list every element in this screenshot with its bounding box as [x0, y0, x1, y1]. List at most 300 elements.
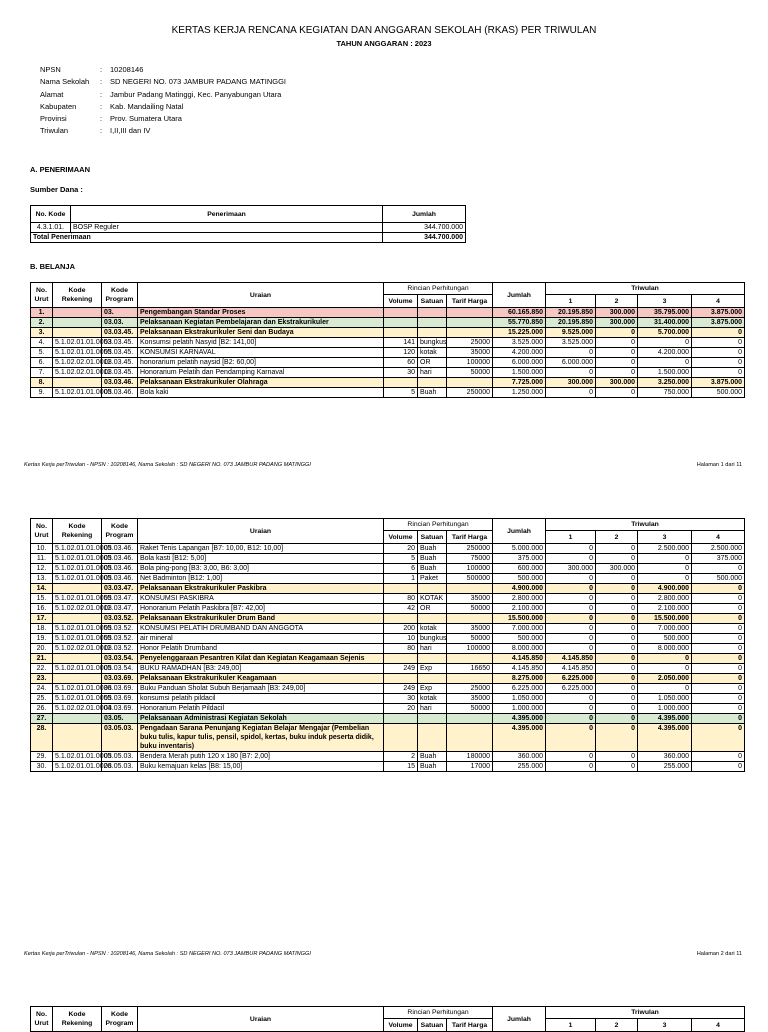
triwulan-3-cell: 0: [638, 654, 692, 664]
satuan-cell: OR: [418, 604, 447, 614]
triwulan-2-cell: 300.000: [596, 318, 638, 328]
row-number: 23.: [31, 674, 53, 684]
row-number: 17.: [31, 614, 53, 624]
triwulan-2-cell: 0: [596, 594, 638, 604]
tarif-cell: 50000: [447, 604, 493, 614]
triwulan-4-cell: 0: [692, 624, 745, 634]
belanja-item-row: [31, 704, 745, 714]
triwulan-2-cell: 300.000: [596, 378, 638, 388]
tarif-cell: 180000: [447, 752, 493, 762]
triwulan-1-cell: 9.525.000: [546, 328, 596, 338]
tarif-cell: 17000: [447, 762, 493, 772]
triwulan-3-cell: 0: [638, 554, 692, 564]
triwulan-4-cell: 0: [692, 348, 745, 358]
triwulan-4-cell: 0: [692, 604, 745, 614]
kode-program: 03.03.45.: [102, 328, 138, 338]
satuan-cell: bungkus: [418, 634, 447, 644]
kode-program: 03.03.45.: [102, 338, 138, 348]
belanja-table-page1: [30, 282, 745, 398]
tarif-cell: 35000: [447, 624, 493, 634]
volume-cell: [384, 614, 418, 624]
satuan-cell: [418, 584, 447, 594]
volume-cell: [384, 714, 418, 724]
penerimaan-jumlah: 344.700.000: [383, 223, 466, 233]
tarif-cell: [447, 724, 493, 752]
uraian-cell: Konsumsi pelatih Nasyid [B2: 141,00]: [138, 338, 384, 348]
col-header: Volume: [384, 295, 418, 308]
belanja-item-row: [31, 358, 745, 368]
triwulan-1-cell: 0: [546, 388, 596, 398]
kode-rekening: 5.1.02.01.01.0005: [53, 664, 102, 674]
kode-program: 03.03.46.: [102, 388, 138, 398]
triwulan-4-cell: 0: [692, 714, 745, 724]
sumber-dana-label: Sumber Dana :: [30, 185, 83, 194]
jumlah-cell: 8.000.000: [493, 644, 546, 654]
triwulan-3-cell: 35.795.000: [638, 308, 692, 318]
volume-cell: 20: [384, 544, 418, 554]
jumlah-cell: 500.000: [493, 574, 546, 584]
kode-rekening: 5.1.02.01.01.0055: [53, 348, 102, 358]
kode-rekening: 5.1.02.02.01.0011: [53, 644, 102, 654]
volume-cell: 10: [384, 634, 418, 644]
document-subtitle: TAHUN ANGGARAN : 2023: [336, 39, 432, 48]
jumlah-cell: 15.225.000: [493, 328, 546, 338]
row-number: 8.: [31, 378, 53, 388]
belanja-group-row: [31, 724, 745, 752]
belanja-item-row: [31, 388, 745, 398]
kode-program: 03.03.46.: [102, 574, 138, 584]
jumlah-cell: 500.000: [493, 634, 546, 644]
satuan-cell: [418, 714, 447, 724]
page-number: Halaman 1 dari 11: [696, 462, 742, 468]
col-header: Tarif Harga: [447, 1019, 493, 1032]
info-row: [40, 101, 286, 113]
triwulan-4-cell: 0: [692, 584, 745, 594]
kode-rekening: 5.1.02.02.01.0011: [53, 368, 102, 378]
volume-cell: 249: [384, 684, 418, 694]
tarif-cell: 250000: [447, 544, 493, 554]
col-header: Uraian: [138, 1007, 384, 1032]
info-colon: :: [100, 126, 103, 136]
triwulan-2-cell: 0: [596, 762, 638, 772]
belanja-item-row: [31, 348, 745, 358]
kode-rekening: [53, 328, 102, 338]
jumlah-cell: 6.000.000: [493, 358, 546, 368]
uraian-cell: Honorarium Pelatih Pildacil: [138, 704, 384, 714]
satuan-cell: kotak: [418, 694, 447, 704]
kode-program: 03.03.: [102, 318, 138, 328]
col-header: Jumlah: [493, 1007, 546, 1032]
satuan-cell: [418, 378, 447, 388]
col-header: No. Kode: [31, 206, 71, 223]
satuan-cell: OR: [418, 358, 447, 368]
triwulan-2-cell: 0: [596, 624, 638, 634]
triwulan-1-cell: 0: [546, 624, 596, 634]
triwulan-1-cell: 0: [546, 614, 596, 624]
col-header: Kode Program: [102, 283, 138, 308]
jumlah-cell: 255.000: [493, 762, 546, 772]
belanja-item-row: [31, 684, 745, 694]
row-number: 15.: [31, 594, 53, 604]
penerimaan-table: [30, 205, 466, 243]
kode-rekening: 5.1.02.01.01.0005: [53, 388, 102, 398]
triwulan-2-cell: 0: [596, 388, 638, 398]
triwulan-1-cell: 4.145.850: [546, 664, 596, 674]
col-header: 3: [638, 1019, 692, 1032]
triwulan-1-cell: 300.000: [546, 378, 596, 388]
kode-program: 03.03.45.: [102, 348, 138, 358]
triwulan-2-cell: 0: [596, 724, 638, 752]
info-row: [40, 125, 286, 137]
triwulan-3-cell: 255.000: [638, 762, 692, 772]
satuan-cell: Buah: [418, 564, 447, 574]
col-header: 4: [692, 295, 745, 308]
volume-cell: 30: [384, 694, 418, 704]
satuan-cell: Buah: [418, 752, 447, 762]
col-header: Rincian Perhitungan: [384, 519, 493, 531]
satuan-cell: [418, 308, 447, 318]
row-number: 2.: [31, 318, 53, 328]
triwulan-3-cell: 750.000: [638, 388, 692, 398]
triwulan-4-cell: 0: [692, 328, 745, 338]
volume-cell: 249: [384, 664, 418, 674]
jumlah-cell: 2.100.000: [493, 604, 546, 614]
kode-program: 03.03.46.: [102, 564, 138, 574]
triwulan-4-cell: 0: [692, 358, 745, 368]
triwulan-2-cell: 0: [596, 348, 638, 358]
uraian-cell: air mineral: [138, 634, 384, 644]
tarif-cell: 75000: [447, 554, 493, 564]
satuan-cell: Buah: [418, 762, 447, 772]
satuan-cell: kotak: [418, 624, 447, 634]
triwulan-4-cell: 0: [692, 338, 745, 348]
uraian-cell: Pelaksanaan Ekstrakurikuler Olahraga: [138, 378, 384, 388]
satuan-cell: KOTAK: [418, 594, 447, 604]
belanja-item-row: [31, 694, 745, 704]
info-label: Provinsi: [40, 114, 67, 124]
kode-program: 03.03.52.: [102, 634, 138, 644]
belanja-group-row: [31, 584, 745, 594]
triwulan-2-cell: 0: [596, 664, 638, 674]
row-number: 7.: [31, 368, 53, 378]
triwulan-2-cell: 300.000: [596, 308, 638, 318]
kode-rekening: 5.1.02.01.01.0005: [53, 544, 102, 554]
satuan-cell: [418, 328, 447, 338]
uraian-cell: Bola kasti [B12: 5,00]: [138, 554, 384, 564]
belanja-group-row: [31, 318, 745, 328]
info-value: Kab. Mandailing Natal: [110, 101, 184, 111]
belanja-item-row: [31, 594, 745, 604]
satuan-cell: Buah: [418, 388, 447, 398]
tarif-cell: 50000: [447, 368, 493, 378]
volume-cell: 5: [384, 554, 418, 564]
row-number: 13.: [31, 574, 53, 584]
tarif-cell: 35000: [447, 348, 493, 358]
tarif-cell: 100000: [447, 644, 493, 654]
satuan-cell: hari: [418, 368, 447, 378]
col-header: Penerimaan: [71, 206, 383, 223]
col-header: 1: [546, 295, 596, 308]
jumlah-cell: 7.725.000: [493, 378, 546, 388]
jumlah-cell: 4.900.000: [493, 584, 546, 594]
triwulan-4-cell: 500.000: [692, 574, 745, 584]
triwulan-3-cell: 2.500.000: [638, 544, 692, 554]
belanja-item-row: [31, 664, 745, 674]
row-number: 10.: [31, 544, 53, 554]
kode-program: 03.05.03.: [102, 752, 138, 762]
jumlah-cell: 1.500.000: [493, 368, 546, 378]
volume-cell: 80: [384, 594, 418, 604]
volume-cell: [384, 654, 418, 664]
uraian-cell: Pengembangan Standar Proses: [138, 308, 384, 318]
triwulan-2-cell: 0: [596, 644, 638, 654]
triwulan-1-cell: 0: [546, 604, 596, 614]
col-header: Triwulan: [546, 1007, 745, 1019]
belanja-group-row: [31, 308, 745, 318]
uraian-cell: Bendera Merah putih 120 x 180 [B7: 2,00]: [138, 752, 384, 762]
col-header: Tarif Harga: [447, 295, 493, 308]
volume-cell: [384, 584, 418, 594]
row-number: 18.: [31, 624, 53, 634]
triwulan-3-cell: 0: [638, 338, 692, 348]
belanja-table-page3: [30, 1006, 745, 1032]
jumlah-cell: 4.200.000: [493, 348, 546, 358]
uraian-cell: Bola kaki: [138, 388, 384, 398]
triwulan-3-cell: 4.200.000: [638, 348, 692, 358]
belanja-table-page2: [30, 518, 745, 772]
triwulan-1-cell: 0: [546, 714, 596, 724]
triwulan-3-cell: 0: [638, 684, 692, 694]
col-header: Satuan: [418, 1019, 447, 1032]
tarif-cell: [447, 318, 493, 328]
col-header: Uraian: [138, 519, 384, 544]
kode-rekening: 5.1.02.01.01.0005: [53, 564, 102, 574]
uraian-cell: Honorarium Pelatih Paskibra [B7: 42,00]: [138, 604, 384, 614]
total-penerimaan-label: Total Penerimaan: [31, 233, 383, 243]
uraian-cell: Raket Tenis Lapangan [B7: 10,00, B12: 10,00]: [138, 544, 384, 554]
jumlah-cell: 4.395.000: [493, 724, 546, 752]
volume-cell: 30: [384, 368, 418, 378]
belanja-header-row: [31, 1007, 745, 1019]
triwulan-3-cell: 500.000: [638, 634, 692, 644]
info-colon: :: [100, 101, 103, 111]
triwulan-2-cell: 0: [596, 674, 638, 684]
satuan-cell: Buah: [418, 554, 447, 564]
belanja-header-row: [31, 283, 745, 295]
col-header: Rincian Perhitungan: [384, 1007, 493, 1019]
col-header: Tarif Harga: [447, 531, 493, 544]
triwulan-2-cell: 300.000: [596, 564, 638, 574]
belanja-group-row: [31, 328, 745, 338]
info-colon: :: [100, 65, 103, 74]
triwulan-4-cell: 0: [692, 664, 745, 674]
tarif-cell: 250000: [447, 388, 493, 398]
triwulan-4-cell: 375.000: [692, 554, 745, 564]
triwulan-3-cell: 0: [638, 574, 692, 584]
col-header: Kode Rekening: [53, 1007, 102, 1032]
volume-cell: 60: [384, 358, 418, 368]
triwulan-1-cell: 0: [546, 724, 596, 752]
penerimaan-nama: BOSP Reguler: [71, 223, 383, 233]
tarif-cell: 500000: [447, 574, 493, 584]
belanja-group-row: [31, 378, 745, 388]
info-colon: :: [100, 77, 103, 87]
jumlah-cell: 2.800.000: [493, 594, 546, 604]
col-header: 3: [638, 295, 692, 308]
uraian-cell: konsumsi pelatih pildacil: [138, 694, 384, 704]
col-header: Triwulan: [546, 283, 745, 295]
triwulan-3-cell: 2.100.000: [638, 604, 692, 614]
volume-cell: [384, 378, 418, 388]
belanja-item-row: [31, 554, 745, 564]
page-footer-left: Kertas Kerja perTriwulan - NPSN : 10208146, Nama Sekolah : SD NEGERI NO. 073 JAMBUR PADANG MATINGGI: [24, 951, 311, 957]
volume-cell: [384, 724, 418, 752]
triwulan-4-cell: 0: [692, 634, 745, 644]
kode-rekening: [53, 614, 102, 624]
penerimaan-row: [31, 223, 466, 233]
penerimaan-total-row: [31, 233, 466, 243]
triwulan-1-cell: 0: [546, 644, 596, 654]
kode-program: 03.03.69.: [102, 694, 138, 704]
kode-program: 03.05.03.: [102, 762, 138, 772]
triwulan-2-cell: 0: [596, 358, 638, 368]
info-value: I,II,III dan IV: [110, 126, 151, 136]
satuan-cell: hari: [418, 704, 447, 714]
triwulan-4-cell: 0: [692, 704, 745, 714]
row-number: 5.: [31, 348, 53, 358]
kode-rekening: [53, 308, 102, 318]
triwulan-3-cell: 0: [638, 664, 692, 674]
col-header: Kode Program: [102, 519, 138, 544]
uraian-cell: honorarium pelatih naysid [B2: 60,00]: [138, 358, 384, 368]
row-number: 25.: [31, 694, 53, 704]
volume-cell: [384, 674, 418, 684]
col-header: Uraian: [138, 283, 384, 308]
volume-cell: 120: [384, 348, 418, 358]
row-number: 9.: [31, 388, 53, 398]
tarif-cell: [447, 308, 493, 318]
col-header: Kode Rekening: [53, 519, 102, 544]
belanja-item-row: [31, 762, 745, 772]
kode-rekening: 5.1.02.01.01.0005: [53, 752, 102, 762]
kode-program: 03.03.46.: [102, 554, 138, 564]
uraian-cell: Pelaksanaan Administrasi Kegiatan Sekolah: [138, 714, 384, 724]
triwulan-4-cell: 0: [692, 654, 745, 664]
belanja-item-row: [31, 752, 745, 762]
triwulan-1-cell: 300.000: [546, 564, 596, 574]
triwulan-3-cell: 7.000.000: [638, 624, 692, 634]
col-header: 4: [692, 531, 745, 544]
triwulan-3-cell: 1.050.000: [638, 694, 692, 704]
belanja-body-page1: [31, 308, 745, 398]
triwulan-4-cell: 0: [692, 368, 745, 378]
volume-cell: 200: [384, 624, 418, 634]
uraian-cell: Pelaksanaan Ekstrakurikuler Keagamaan: [138, 674, 384, 684]
kode-program: 03.03.46.: [102, 544, 138, 554]
volume-cell: [384, 308, 418, 318]
info-value: 10208146: [110, 65, 144, 74]
col-header: Jumlah: [493, 519, 546, 544]
triwulan-1-cell: 0: [546, 704, 596, 714]
kode-program: 03.03.69.: [102, 684, 138, 694]
kode-rekening: [53, 318, 102, 328]
triwulan-2-cell: 0: [596, 654, 638, 664]
info-value: Prov. Sumatera Utara: [110, 114, 182, 124]
kode-program: 03.03.52.: [102, 614, 138, 624]
col-header: Triwulan: [546, 519, 745, 531]
row-number: 20.: [31, 644, 53, 654]
kode-rekening: 5.1.02.01.01.0026: [53, 762, 102, 772]
kode-program: 03.05.03.: [102, 724, 138, 752]
triwulan-1-cell: 6.000.000: [546, 358, 596, 368]
row-number: 1.: [31, 308, 53, 318]
kode-rekening: [53, 674, 102, 684]
uraian-cell: Honorarium Pelatih dan Pendamping Karnaval: [138, 368, 384, 378]
kode-rekening: 5.1.02.01.01.0005: [53, 574, 102, 584]
info-label: NPSN: [40, 65, 61, 74]
triwulan-4-cell: 2.500.000: [692, 544, 745, 554]
satuan-cell: hari: [418, 644, 447, 654]
volume-cell: 1: [384, 574, 418, 584]
uraian-cell: KONSUMSI PASKIBRA: [138, 594, 384, 604]
triwulan-1-cell: 0: [546, 544, 596, 554]
row-number: 11.: [31, 554, 53, 564]
info-value: Jambur Padang Matinggi, Kec. Panyabungan Utara: [110, 89, 282, 99]
jumlah-cell: 4.145.850: [493, 654, 546, 664]
triwulan-4-cell: 0: [692, 644, 745, 654]
volume-cell: 6: [384, 564, 418, 574]
triwulan-4-cell: 0: [692, 674, 745, 684]
penerimaan-header-row: [31, 206, 466, 223]
triwulan-1-cell: 0: [546, 594, 596, 604]
jumlah-cell: 15.500.000: [493, 614, 546, 624]
triwulan-4-cell: 0: [692, 694, 745, 704]
info-label: Alamat: [40, 89, 64, 99]
belanja-item-row: [31, 574, 745, 584]
row-number: 28.: [31, 724, 53, 752]
jumlah-cell: 600.000: [493, 564, 546, 574]
kode-program: 03.: [102, 308, 138, 318]
tarif-cell: 100000: [447, 564, 493, 574]
tarif-cell: 25000: [447, 684, 493, 694]
col-header: Kode Rekening: [53, 283, 102, 308]
triwulan-4-cell: 0: [692, 594, 745, 604]
jumlah-cell: 360.000: [493, 752, 546, 762]
triwulan-2-cell: 0: [596, 752, 638, 762]
triwulan-4-cell: 0: [692, 684, 745, 694]
satuan-cell: Buah: [418, 544, 447, 554]
info-row: [40, 89, 286, 101]
volume-cell: [384, 318, 418, 328]
satuan-cell: [418, 318, 447, 328]
triwulan-1-cell: 0: [546, 348, 596, 358]
volume-cell: 2: [384, 752, 418, 762]
triwulan-1-cell: 0: [546, 368, 596, 378]
kode-program: 03.03.47.: [102, 594, 138, 604]
col-header: 3: [638, 531, 692, 544]
col-header: Jumlah: [493, 283, 546, 308]
info-label: Triwulan: [40, 126, 69, 136]
uraian-cell: Buku Panduan Sholat Subuh Berjamaah [B3: 249,00]: [138, 684, 384, 694]
col-header: No. Urut: [31, 283, 53, 308]
row-number: 3.: [31, 328, 53, 338]
volume-cell: 15: [384, 762, 418, 772]
triwulan-1-cell: 4.145.850: [546, 654, 596, 664]
triwulan-2-cell: 0: [596, 714, 638, 724]
tarif-cell: 16650: [447, 664, 493, 674]
kode-program: 03.03.45.: [102, 368, 138, 378]
triwulan-4-cell: 0: [692, 762, 745, 772]
